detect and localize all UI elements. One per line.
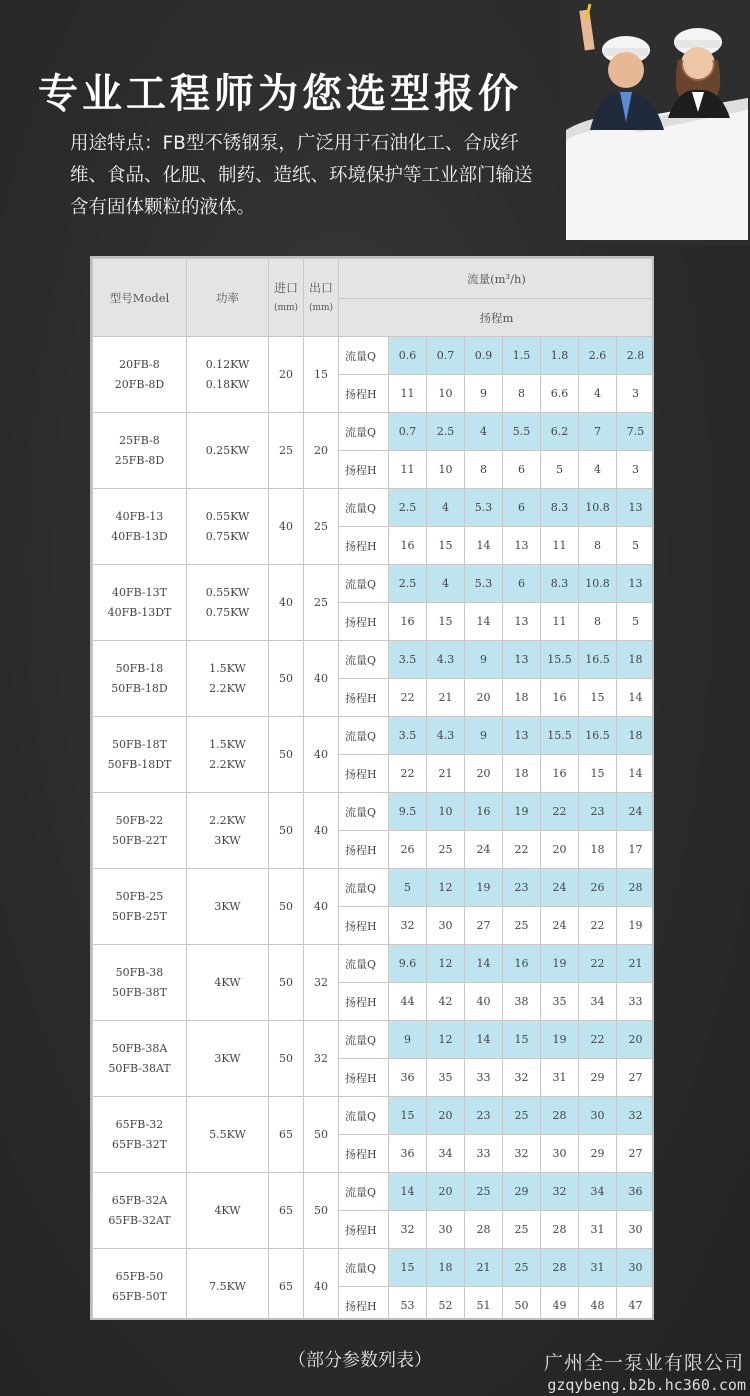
head-value: 30 <box>427 1211 465 1249</box>
flow-label: 流量Q <box>339 869 389 907</box>
flow-value: 0.6 <box>389 337 427 375</box>
table-row <box>93 1097 655 1135</box>
table-row <box>93 869 655 907</box>
flow-value: 23 <box>579 793 617 831</box>
flow-label: 流量Q <box>339 1173 389 1211</box>
inlet-cell: 50 <box>269 717 304 793</box>
head-label: 扬程H <box>339 907 389 945</box>
inlet-cell: 25 <box>269 413 304 489</box>
head-value: 20 <box>541 831 579 869</box>
outlet-cell: 15 <box>304 337 339 413</box>
inlet-cell: 50 <box>269 869 304 945</box>
table-row <box>93 565 655 603</box>
table-row <box>93 1249 655 1287</box>
head-value: 33 <box>465 1059 503 1097</box>
head-value: 14 <box>465 603 503 641</box>
inlet-cell: 65 <box>269 1173 304 1249</box>
flow-value: 14 <box>389 1173 427 1211</box>
head-value: 32 <box>389 1211 427 1249</box>
header-inlet <box>269 259 304 337</box>
flow-value: 36 <box>617 1173 655 1211</box>
inlet-cell: 40 <box>269 489 304 565</box>
head-value: 30 <box>541 1135 579 1173</box>
head-value: 52 <box>427 1287 465 1321</box>
flow-value: 22 <box>541 793 579 831</box>
head-value: 14 <box>617 755 655 793</box>
flow-label: 流量Q <box>339 1249 389 1287</box>
head-value: 51 <box>465 1287 503 1321</box>
head-value: 8 <box>465 451 503 489</box>
head-value: 33 <box>465 1135 503 1173</box>
outlet-cell: 50 <box>304 1097 339 1173</box>
flow-value: 28 <box>541 1097 579 1135</box>
head-value: 21 <box>427 755 465 793</box>
header-outlet <box>304 259 339 337</box>
flow-value: 4 <box>427 489 465 527</box>
head-value: 53 <box>389 1287 427 1321</box>
outlet-cell: 40 <box>304 641 339 717</box>
head-value: 16 <box>541 755 579 793</box>
head-label: 扬程H <box>339 1059 389 1097</box>
flow-value: 15.5 <box>541 717 579 755</box>
flow-value: 4 <box>465 413 503 451</box>
flow-value: 29 <box>503 1173 541 1211</box>
head-value: 22 <box>503 831 541 869</box>
head-value: 36 <box>389 1059 427 1097</box>
flow-value: 12 <box>427 869 465 907</box>
flow-value: 7.5 <box>617 413 655 451</box>
power-cell: 5.5KW <box>187 1097 269 1173</box>
inlet-cell: 65 <box>269 1249 304 1321</box>
head-value: 26 <box>389 831 427 869</box>
model-cell: 40FB-13 40FB-13D <box>93 489 187 565</box>
flow-value: 19 <box>465 869 503 907</box>
model-cell: 50FB-25 50FB-25T <box>93 869 187 945</box>
flow-label: 流量Q <box>339 489 389 527</box>
flow-value: 2.5 <box>427 413 465 451</box>
flow-value: 15 <box>503 1021 541 1059</box>
flow-value: 15 <box>389 1249 427 1287</box>
header-outlet-unit: (mm) <box>308 302 334 313</box>
header-power: 功率 <box>187 259 269 337</box>
outlet-cell: 25 <box>304 565 339 641</box>
flow-value: 32 <box>541 1173 579 1211</box>
head-value: 29 <box>579 1135 617 1173</box>
head-value: 5 <box>617 527 655 565</box>
power-cell: 3KW <box>187 869 269 945</box>
flow-value: 19 <box>541 945 579 983</box>
power-cell: 2.2KW 3KW <box>187 793 269 869</box>
model-cell: 65FB-50 65FB-50T <box>93 1249 187 1321</box>
power-cell: 0.12KW 0.18KW <box>187 337 269 413</box>
model-cell: 50FB-22 50FB-22T <box>93 793 187 869</box>
flow-value: 25 <box>465 1173 503 1211</box>
head-label: 扬程H <box>339 983 389 1021</box>
company-name: 广州全一泵业有限公司 <box>543 1352 744 1374</box>
flow-value: 0.7 <box>389 413 427 451</box>
head-value: 34 <box>427 1135 465 1173</box>
flow-value: 14 <box>465 945 503 983</box>
model-cell: 20FB-8 20FB-8D <box>93 337 187 413</box>
flow-value: 9.6 <box>389 945 427 983</box>
head-value: 8 <box>503 375 541 413</box>
outlet-cell: 40 <box>304 793 339 869</box>
flow-value: 2.5 <box>389 489 427 527</box>
head-value: 20 <box>465 755 503 793</box>
head-value: 19 <box>617 907 655 945</box>
head-value: 16 <box>389 603 427 641</box>
outlet-cell: 32 <box>304 945 339 1021</box>
flow-value: 2.6 <box>579 337 617 375</box>
head-value: 25 <box>503 1211 541 1249</box>
head-value: 11 <box>389 451 427 489</box>
model-cell: 50FB-18 50FB-18D <box>93 641 187 717</box>
flow-value: 2.5 <box>389 565 427 603</box>
pump-spec-table <box>92 258 654 1320</box>
power-cell: 1.5KW 2.2KW <box>187 641 269 717</box>
engineers-illustration <box>560 0 750 245</box>
flow-value: 24 <box>617 793 655 831</box>
head-value: 24 <box>465 831 503 869</box>
head-value: 31 <box>541 1059 579 1097</box>
flow-label: 流量Q <box>339 945 389 983</box>
head-label: 扬程H <box>339 679 389 717</box>
head-value: 49 <box>541 1287 579 1321</box>
model-cell: 65FB-32 65FB-32T <box>93 1097 187 1173</box>
header-head: 扬程m <box>339 299 655 337</box>
head-label: 扬程H <box>339 1211 389 1249</box>
flow-value: 21 <box>465 1249 503 1287</box>
head-value: 13 <box>503 603 541 641</box>
power-cell: 4KW <box>187 945 269 1021</box>
flow-label: 流量Q <box>339 717 389 755</box>
head-value: 24 <box>541 907 579 945</box>
inlet-cell: 50 <box>269 1021 304 1097</box>
table-row <box>93 793 655 831</box>
head-value: 15 <box>427 603 465 641</box>
power-cell: 4KW <box>187 1173 269 1249</box>
flow-value: 8.3 <box>541 489 579 527</box>
outlet-cell: 20 <box>304 413 339 489</box>
head-value: 38 <box>503 983 541 1021</box>
head-value: 28 <box>465 1211 503 1249</box>
flow-value: 30 <box>579 1097 617 1135</box>
table-row <box>93 337 655 375</box>
table-row <box>93 489 655 527</box>
head-value: 18 <box>503 755 541 793</box>
flow-value: 16.5 <box>579 717 617 755</box>
head-label: 扬程H <box>339 527 389 565</box>
flow-value: 20 <box>617 1021 655 1059</box>
flow-value: 6 <box>503 489 541 527</box>
head-label: 扬程H <box>339 451 389 489</box>
flow-value: 22 <box>579 1021 617 1059</box>
table-row <box>93 413 655 451</box>
flow-value: 30 <box>617 1249 655 1287</box>
head-value: 27 <box>617 1135 655 1173</box>
flow-value: 23 <box>503 869 541 907</box>
header-inlet-label: 进口 <box>273 280 298 295</box>
flow-value: 19 <box>503 793 541 831</box>
flow-value: 34 <box>579 1173 617 1211</box>
head-value: 15 <box>579 755 617 793</box>
head-value: 10 <box>427 451 465 489</box>
power-cell: 3KW <box>187 1021 269 1097</box>
flow-label: 流量Q <box>339 1097 389 1135</box>
head-value: 4 <box>579 375 617 413</box>
head-value: 6.6 <box>541 375 579 413</box>
flow-label: 流量Q <box>339 565 389 603</box>
flow-value: 6 <box>503 565 541 603</box>
flow-label: 流量Q <box>339 793 389 831</box>
head-value: 22 <box>579 907 617 945</box>
flow-value: 21 <box>617 945 655 983</box>
flow-value: 3.5 <box>389 641 427 679</box>
outlet-cell: 50 <box>304 1173 339 1249</box>
flow-value: 10.8 <box>579 565 617 603</box>
head-value: 34 <box>579 983 617 1021</box>
power-cell: 7.5KW <box>187 1249 269 1321</box>
head-value: 18 <box>579 831 617 869</box>
flow-value: 31 <box>579 1249 617 1287</box>
head-value: 31 <box>579 1211 617 1249</box>
flow-value: 12 <box>427 1021 465 1059</box>
headline: 专业工程师为您选型报价 <box>38 71 522 117</box>
head-label: 扬程H <box>339 755 389 793</box>
flow-value: 9 <box>465 641 503 679</box>
flow-value: 18 <box>427 1249 465 1287</box>
flow-value: 4.3 <box>427 717 465 755</box>
head-value: 5 <box>617 603 655 641</box>
head-value: 21 <box>427 679 465 717</box>
flow-value: 13 <box>617 565 655 603</box>
head-value: 30 <box>427 907 465 945</box>
flow-value: 4.3 <box>427 641 465 679</box>
flow-value: 5.3 <box>465 565 503 603</box>
outlet-cell: 40 <box>304 869 339 945</box>
head-value: 36 <box>389 1135 427 1173</box>
flow-value: 28 <box>617 869 655 907</box>
head-value: 14 <box>465 527 503 565</box>
flow-value: 10.8 <box>579 489 617 527</box>
header-model: 型号Model <box>93 259 187 337</box>
flow-value: 3.5 <box>389 717 427 755</box>
flow-value: 20 <box>427 1097 465 1135</box>
flow-value: 6.2 <box>541 413 579 451</box>
head-value: 3 <box>617 451 655 489</box>
flow-value: 15.5 <box>541 641 579 679</box>
inlet-cell: 50 <box>269 945 304 1021</box>
head-value: 11 <box>541 603 579 641</box>
head-value: 18 <box>503 679 541 717</box>
inlet-cell: 40 <box>269 565 304 641</box>
head-value: 25 <box>427 831 465 869</box>
head-value: 28 <box>541 1211 579 1249</box>
head-value: 20 <box>465 679 503 717</box>
head-value: 10 <box>427 375 465 413</box>
head-value: 29 <box>579 1059 617 1097</box>
flow-value: 24 <box>541 869 579 907</box>
flow-value: 8.3 <box>541 565 579 603</box>
model-cell: 40FB-13T 40FB-13DT <box>93 565 187 641</box>
flow-value: 12 <box>427 945 465 983</box>
flow-value: 16.5 <box>579 641 617 679</box>
head-value: 8 <box>579 603 617 641</box>
head-value: 25 <box>503 907 541 945</box>
table-row <box>93 1173 655 1211</box>
flow-value: 5 <box>389 869 427 907</box>
head-value: 22 <box>389 755 427 793</box>
head-value: 35 <box>541 983 579 1021</box>
flow-value: 9 <box>465 717 503 755</box>
head-value: 17 <box>617 831 655 869</box>
flow-value: 18 <box>617 717 655 755</box>
inlet-cell: 20 <box>269 337 304 413</box>
flow-value: 9 <box>389 1021 427 1059</box>
model-cell: 65FB-32A 65FB-32AT <box>93 1173 187 1249</box>
flow-value: 23 <box>465 1097 503 1135</box>
table-row <box>93 717 655 755</box>
flow-value: 20 <box>427 1173 465 1211</box>
flow-value: 0.7 <box>427 337 465 375</box>
flow-value: 5.5 <box>503 413 541 451</box>
flow-value: 25 <box>503 1097 541 1135</box>
flow-value: 22 <box>579 945 617 983</box>
head-value: 9 <box>465 375 503 413</box>
head-value: 32 <box>389 907 427 945</box>
head-value: 13 <box>503 527 541 565</box>
outlet-cell: 32 <box>304 1021 339 1097</box>
outlet-cell: 40 <box>304 1249 339 1321</box>
inlet-cell: 50 <box>269 641 304 717</box>
inlet-cell: 50 <box>269 793 304 869</box>
flow-value: 2.8 <box>617 337 655 375</box>
flow-value: 5.3 <box>465 489 503 527</box>
head-value: 16 <box>389 527 427 565</box>
flow-label: 流量Q <box>339 337 389 375</box>
head-label: 扬程H <box>339 375 389 413</box>
head-value: 22 <box>389 679 427 717</box>
head-label: 扬程H <box>339 1287 389 1321</box>
model-cell: 50FB-18T 50FB-18DT <box>93 717 187 793</box>
head-value: 30 <box>617 1211 655 1249</box>
table-row <box>93 945 655 983</box>
head-value: 27 <box>465 907 503 945</box>
table-caption: （部分参数列表） <box>288 1350 432 1371</box>
head-value: 8 <box>579 527 617 565</box>
flow-value: 7 <box>579 413 617 451</box>
head-value: 48 <box>579 1287 617 1321</box>
head-value: 32 <box>503 1059 541 1097</box>
flow-value: 13 <box>617 489 655 527</box>
table-row <box>93 641 655 679</box>
head-value: 11 <box>541 527 579 565</box>
parameter-table <box>90 256 654 1320</box>
head-value: 42 <box>427 983 465 1021</box>
flow-value: 9.5 <box>389 793 427 831</box>
flow-label: 流量Q <box>339 1021 389 1059</box>
head-value: 27 <box>617 1059 655 1097</box>
flow-value: 15 <box>389 1097 427 1135</box>
flow-value: 1.5 <box>503 337 541 375</box>
head-label: 扬程H <box>339 1135 389 1173</box>
flow-value: 16 <box>465 793 503 831</box>
head-label: 扬程H <box>339 603 389 641</box>
description: 用途特点：FB型不锈钢泵，广泛用于石油化工、合成纤维、食品、化肥、制药、造纸、环境保护等工业部门输送含有固体颗粒的液体。 <box>70 133 533 218</box>
flow-value: 28 <box>541 1249 579 1287</box>
flow-value: 14 <box>465 1021 503 1059</box>
header-outlet-label: 出口 <box>308 280 333 295</box>
model-cell: 50FB-38A 50FB-38AT <box>93 1021 187 1097</box>
head-value: 33 <box>617 983 655 1021</box>
head-value: 11 <box>389 375 427 413</box>
power-cell: 0.55KW 0.75KW <box>187 565 269 641</box>
power-cell: 0.25KW <box>187 413 269 489</box>
flow-value: 26 <box>579 869 617 907</box>
head-value: 15 <box>579 679 617 717</box>
flow-value: 16 <box>503 945 541 983</box>
head-value: 6 <box>503 451 541 489</box>
head-value: 15 <box>427 527 465 565</box>
inlet-cell: 65 <box>269 1097 304 1173</box>
power-cell: 0.55KW 0.75KW <box>187 489 269 565</box>
head-value: 4 <box>579 451 617 489</box>
head-value: 40 <box>465 983 503 1021</box>
flow-value: 18 <box>617 641 655 679</box>
flow-value: 4 <box>427 565 465 603</box>
outlet-cell: 25 <box>304 489 339 565</box>
header-inlet-unit: (mm) <box>273 302 299 313</box>
head-value: 16 <box>541 679 579 717</box>
flow-value: 25 <box>503 1249 541 1287</box>
head-value: 44 <box>389 983 427 1021</box>
head-value: 47 <box>617 1287 655 1321</box>
flow-value: 13 <box>503 717 541 755</box>
flow-value: 1.8 <box>541 337 579 375</box>
header-flow: 流量(m³/h) <box>339 259 655 299</box>
head-value: 5 <box>541 451 579 489</box>
flow-label: 流量Q <box>339 413 389 451</box>
website-url: gzqybeng.b2b.hc360.com <box>547 1376 746 1394</box>
model-cell: 25FB-8 25FB-8D <box>93 413 187 489</box>
model-cell: 50FB-38 50FB-38T <box>93 945 187 1021</box>
head-value: 3 <box>617 375 655 413</box>
table-row <box>93 1021 655 1059</box>
power-cell: 1.5KW 2.2KW <box>187 717 269 793</box>
flow-value: 0.9 <box>465 337 503 375</box>
head-value: 35 <box>427 1059 465 1097</box>
head-label: 扬程H <box>339 831 389 869</box>
flow-value: 19 <box>541 1021 579 1059</box>
head-value: 14 <box>617 679 655 717</box>
flow-value: 32 <box>617 1097 655 1135</box>
flow-value: 13 <box>503 641 541 679</box>
flow-label: 流量Q <box>339 641 389 679</box>
head-value: 32 <box>503 1135 541 1173</box>
outlet-cell: 40 <box>304 717 339 793</box>
head-value: 50 <box>503 1287 541 1321</box>
flow-value: 10 <box>427 793 465 831</box>
